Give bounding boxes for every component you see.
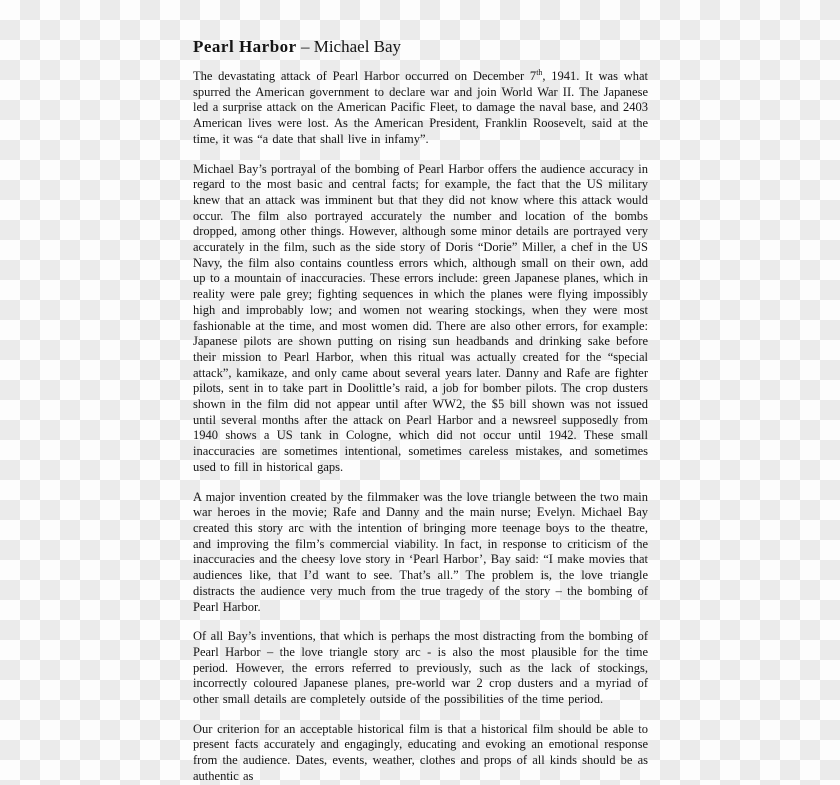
paragraph-3: A major invention created by the filmmaker was the love triangle between the two main war heroes in the movie; Rafe and Danny and the main nurse; Evelyn. Michael Bay created this story arc with the intention of bringing more teenage boys to the theatre, and improving the film’s commercial viability. In fact, in response to criticism of the inaccuracies and the cheesy love story in ‘Pearl Harbor’, Bay said: “I make movies that audiences like, that I’d want to see. That’s all.” The problem is, the love triangle distracts the audience very much from the true tragedy of the story – the bombing of Pearl Harbor. [193, 489, 648, 614]
paragraph-5: Our criterion for an acceptable historical film is that a historical film should be able to present facts accurately and engagingly, educating and evoking an emotional response from the audience. Dates, events, weather, clothes and props of all kinds should be as authentic as [193, 721, 648, 783]
paragraph-2: Michael Bay’s portrayal of the bombing of Pearl Harbor offers the audience accuracy in regard to the most basic and central facts; for example, the fact that the US military knew that an attack was imminent but that they did not know where this attack would occur. The film also portrayed accurately the number and location of the bombs dropped, among other things. However, although some minor details are portrayed very accurately in the film, such as the side story of Doris “Dorie” Miller, a chef in the US Navy, the film also contains countless errors which, although small on their own, add up to a mountain of inaccuracies. These errors include: green Japanese planes, which in reality were pale grey; fighting sequences in which the planes were flying impossibly high and improbably low; and women not wearing stockings, when they were most fashionable at the time, and most women did. There are also other errors, for example: Japanese pilots are shown putting on rising sun headbands and drinking sake before their mission to Pearl Harbor, when this ritual was actually created for the “special attack”, kamikaze, and only came about several years later. Danny and Rafe are fighter pilots, sent in to take part in Doolittle’s raid, a job for bomber pilots. The crop dusters shown in the film did not appear until after WW2, the $5 bill shown was not issued until several months after the attack on Pearl Harbor and a newsreel supposedly from 1940 shows a US tank in Cologne, which did not occur until 1942. These small inaccuracies are sometimes intentional, sometimes careless mistakes, and sometimes used to fill in historical gaps. [193, 161, 648, 474]
paragraph-1 [193, 69, 648, 148]
paragraph-1-text-pre: The devastating attack of Pearl Harbor occurred on December 7 [193, 69, 537, 83]
ordinal-superscript: th [536, 67, 543, 77]
paragraph-1-text-post: , 1941. It was what spurred the American government to declare war and join World War II. The Japanese led a surprise attack on the American Pacific Fleet, to damage the naval base, and 2403 American lives were lost. As the American President, Franklin Roosevelt, said at the time, it was “a date that shall live in infamy”. [193, 69, 649, 146]
document-title-author: – Michael Bay [296, 37, 402, 56]
document-title-main: Pearl Harbor [193, 37, 297, 56]
essay-page [193, 36, 648, 785]
document-title [193, 36, 648, 57]
paragraph-4: Of all Bay’s inventions, that which is perhaps the most distracting from the bombing of Pearl Harbor – the love triangle story arc - is also the most plausible for the time period. However, the errors referred to previously, such as the lack of stockings, incorrectly coloured Japanese planes, pre-world war 2 crop dusters and a myriad of other small details are completely outside of the possibilities of the time period. [193, 629, 648, 707]
